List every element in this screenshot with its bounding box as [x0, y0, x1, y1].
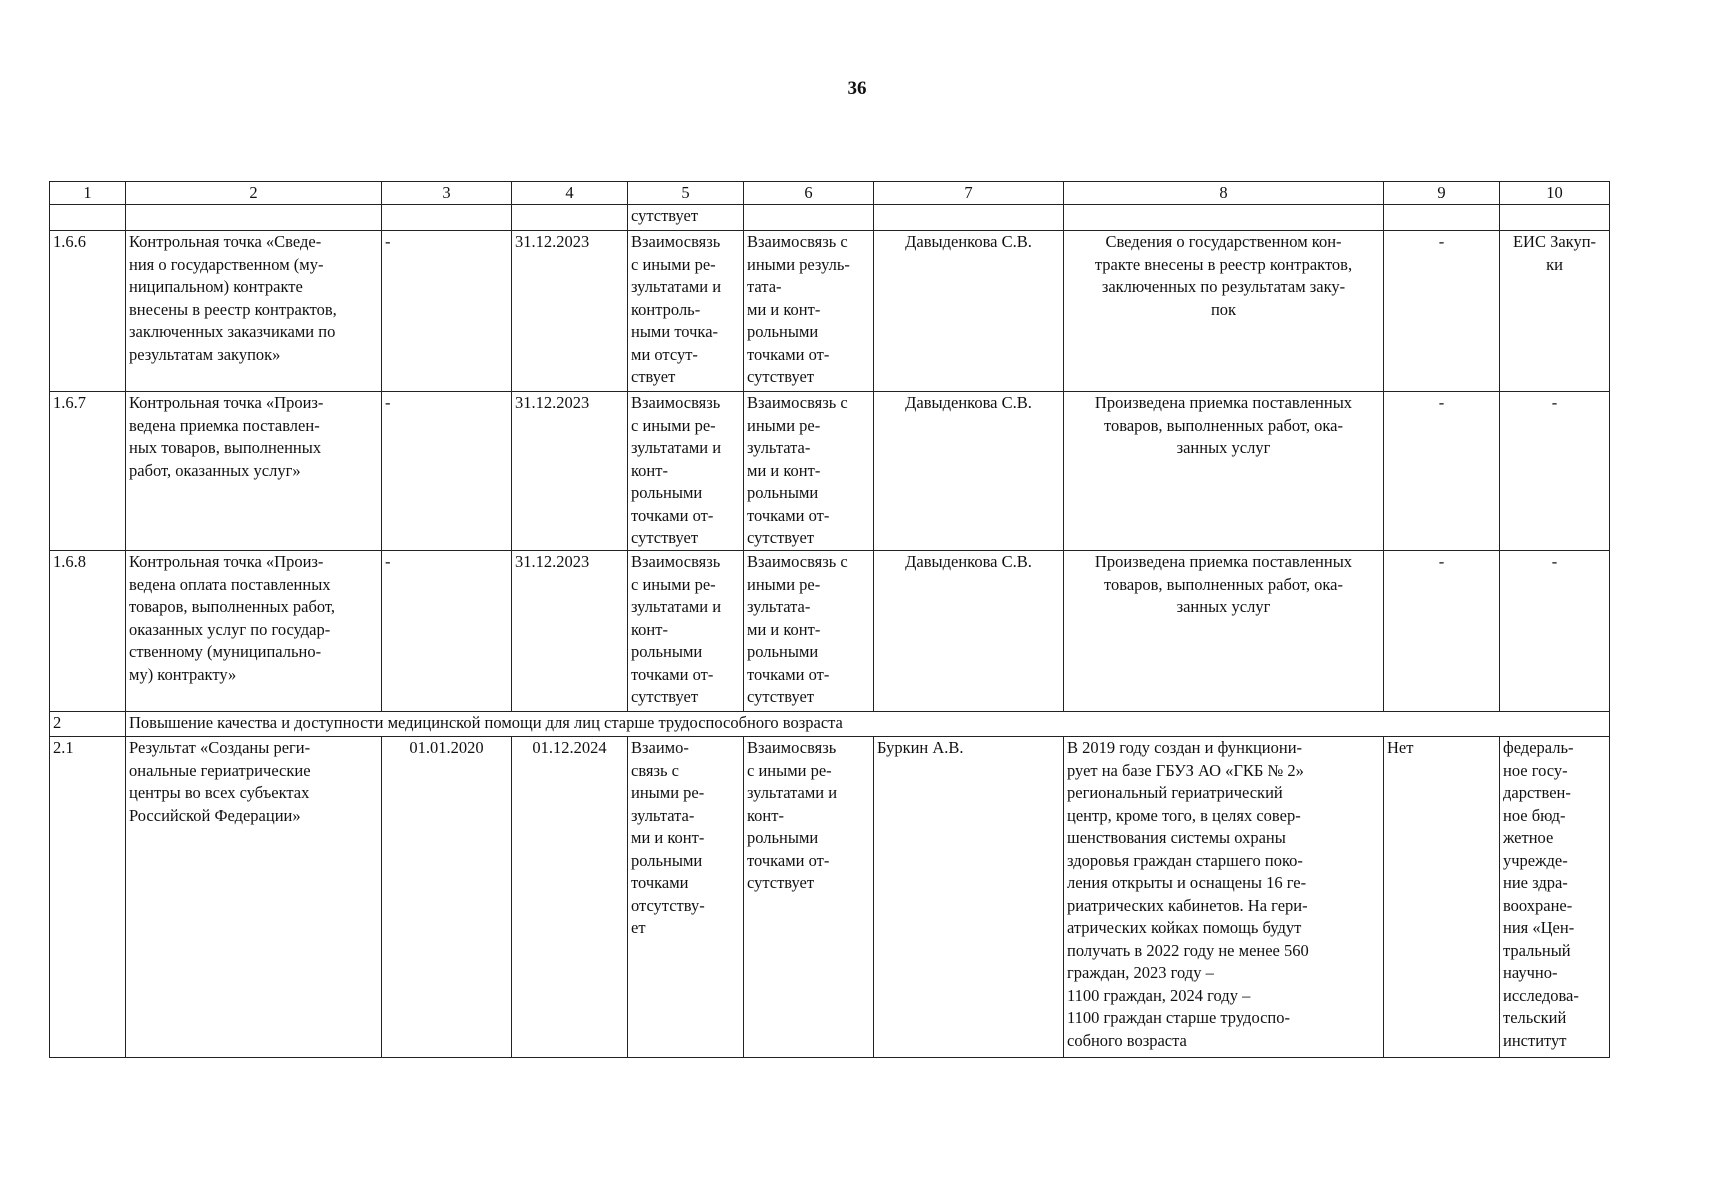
section-number: 2 — [50, 712, 126, 737]
row-number: 1.6.8 — [50, 551, 126, 712]
row-end-date: 31.12.2023 — [512, 231, 628, 392]
row-name: Контрольная точка «Произ- ведена оплата поставленных товаров, выполненных работ, оказанных услуг по государ- ственному (муниципально- му) контракту» — [126, 551, 382, 712]
table-header-row — [50, 182, 1610, 205]
row-start-date: - — [382, 231, 512, 392]
row-start-date: - — [382, 392, 512, 551]
row-responsible: Буркин А.В. — [874, 737, 1064, 1058]
header-cell: 2 — [126, 182, 382, 205]
header-cell: 4 — [512, 182, 628, 205]
header-cell: 1 — [50, 182, 126, 205]
row-number: 1.6.7 — [50, 392, 126, 551]
header-cell: 3 — [382, 182, 512, 205]
table-cell — [744, 205, 874, 231]
row-system: - — [1500, 392, 1610, 551]
row-prev-links: Взаимо- связь с иными ре- зультата- ми и конт- рольными точками отсутству- ет — [628, 737, 744, 1058]
row-number: 1.6.6 — [50, 231, 126, 392]
row-end-date: 31.12.2023 — [512, 392, 628, 551]
row-end-date: 31.12.2023 — [512, 551, 628, 712]
row-start-date: 01.01.2020 — [382, 737, 512, 1058]
table-cell — [512, 205, 628, 231]
table-cell — [874, 205, 1064, 231]
row-result: Произведена приемка поставленных товаров, выполненных работ, ока- занных услуг — [1064, 392, 1384, 551]
continuation-text: сутствует — [628, 205, 744, 231]
page-number: 36 — [847, 78, 867, 99]
header-cell: 8 — [1064, 182, 1384, 205]
continuation-row — [50, 205, 1610, 231]
row-result: Сведения о государственном кон- тракте внесены в реестр контрактов, заключенных по результатам заку- пок — [1064, 231, 1384, 392]
row-system: ЕИС Закуп- ки — [1500, 231, 1610, 392]
header-cell: 7 — [874, 182, 1064, 205]
table-cell — [1064, 205, 1384, 231]
section-row — [50, 712, 1610, 737]
row-name: Результат «Созданы реги- ональные гериатрические центры во всех субъектах Российской Федерации» — [126, 737, 382, 1058]
table-cell — [1384, 205, 1500, 231]
header-cell: 9 — [1384, 182, 1500, 205]
row-name: Контрольная точка «Сведе- ния о государственном (му- ниципальном) контракте внесены в реестр контрактов, заключенных заказчиками по результатам закупок» — [126, 231, 382, 392]
row-result: Произведена приемка поставленных товаров, выполненных работ, ока- занных услуг — [1064, 551, 1384, 712]
row-level: Нет — [1384, 737, 1500, 1058]
row-next-links: Взаимосвязь с иными ре- зультата- ми и конт- рольными точками от- сутствует — [744, 551, 874, 712]
row-prev-links: Взаимосвязь с иными ре- зультатами и контроль- ными точка- ми отсут- ствует — [628, 231, 744, 392]
table-cell — [126, 205, 382, 231]
row-prev-links: Взаимосвязь с иными ре- зультатами и конт- рольными точками от- сутствует — [628, 392, 744, 551]
row-system: федераль- ное госу- дарствен- ное бюд- жетное учрежде- ние здра- воохране- ния «Цен- тральный научно- исследова- тельский институт — [1500, 737, 1610, 1058]
table-row — [50, 231, 1610, 392]
row-level: - — [1384, 231, 1500, 392]
row-end-date: 01.12.2024 — [512, 737, 628, 1058]
row-responsible: Давыденкова С.В. — [874, 551, 1064, 712]
row-level: - — [1384, 392, 1500, 551]
row-responsible: Давыденкова С.В. — [874, 231, 1064, 392]
row-next-links: Взаимосвязь с иными ре- зультатами и конт- рольными точками от- сутствует — [744, 737, 874, 1058]
row-next-links: Взаимосвязь с иными ре- зультата- ми и конт- рольными точками от- сутствует — [744, 392, 874, 551]
header-cell: 10 — [1500, 182, 1610, 205]
row-system: - — [1500, 551, 1610, 712]
table-cell — [1500, 205, 1610, 231]
row-result: В 2019 году создан и функциони- рует на базе ГБУЗ АО «ГКБ № 2» региональный гериатрический центр, кроме того, в целях совер- шенствования системы охраны здоровья граждан старшего поко- ления открыты и оснащены 16 ге- риатрических кабинетов. На гери- атрических койках помощь будут получать в 2022 году не менее 560 граждан, 2023 году – 1100 граждан, 2024 году – 1100 граждан старше трудоспо- собного возраста — [1064, 737, 1384, 1058]
header-cell: 6 — [744, 182, 874, 205]
table-row — [50, 551, 1610, 712]
table-cell — [50, 205, 126, 231]
row-number: 2.1 — [50, 737, 126, 1058]
table-row — [50, 737, 1610, 1058]
table-cell — [382, 205, 512, 231]
header-cell: 5 — [628, 182, 744, 205]
plan-table — [49, 181, 1610, 1058]
row-prev-links: Взаимосвязь с иными ре- зультатами и конт- рольными точками от- сутствует — [628, 551, 744, 712]
section-title: Повышение качества и доступности медицинской помощи для лиц старше трудоспособного возраста — [126, 712, 1610, 737]
row-name: Контрольная точка «Произ- ведена приемка поставлен- ных товаров, выполненных работ, оказанных услуг» — [126, 392, 382, 551]
table-row — [50, 392, 1610, 551]
row-start-date: - — [382, 551, 512, 712]
row-next-links: Взаимосвязь с иными резуль- тата- ми и конт- рольными точками от- сутствует — [744, 231, 874, 392]
row-level: - — [1384, 551, 1500, 712]
row-responsible: Давыденкова С.В. — [874, 392, 1064, 551]
